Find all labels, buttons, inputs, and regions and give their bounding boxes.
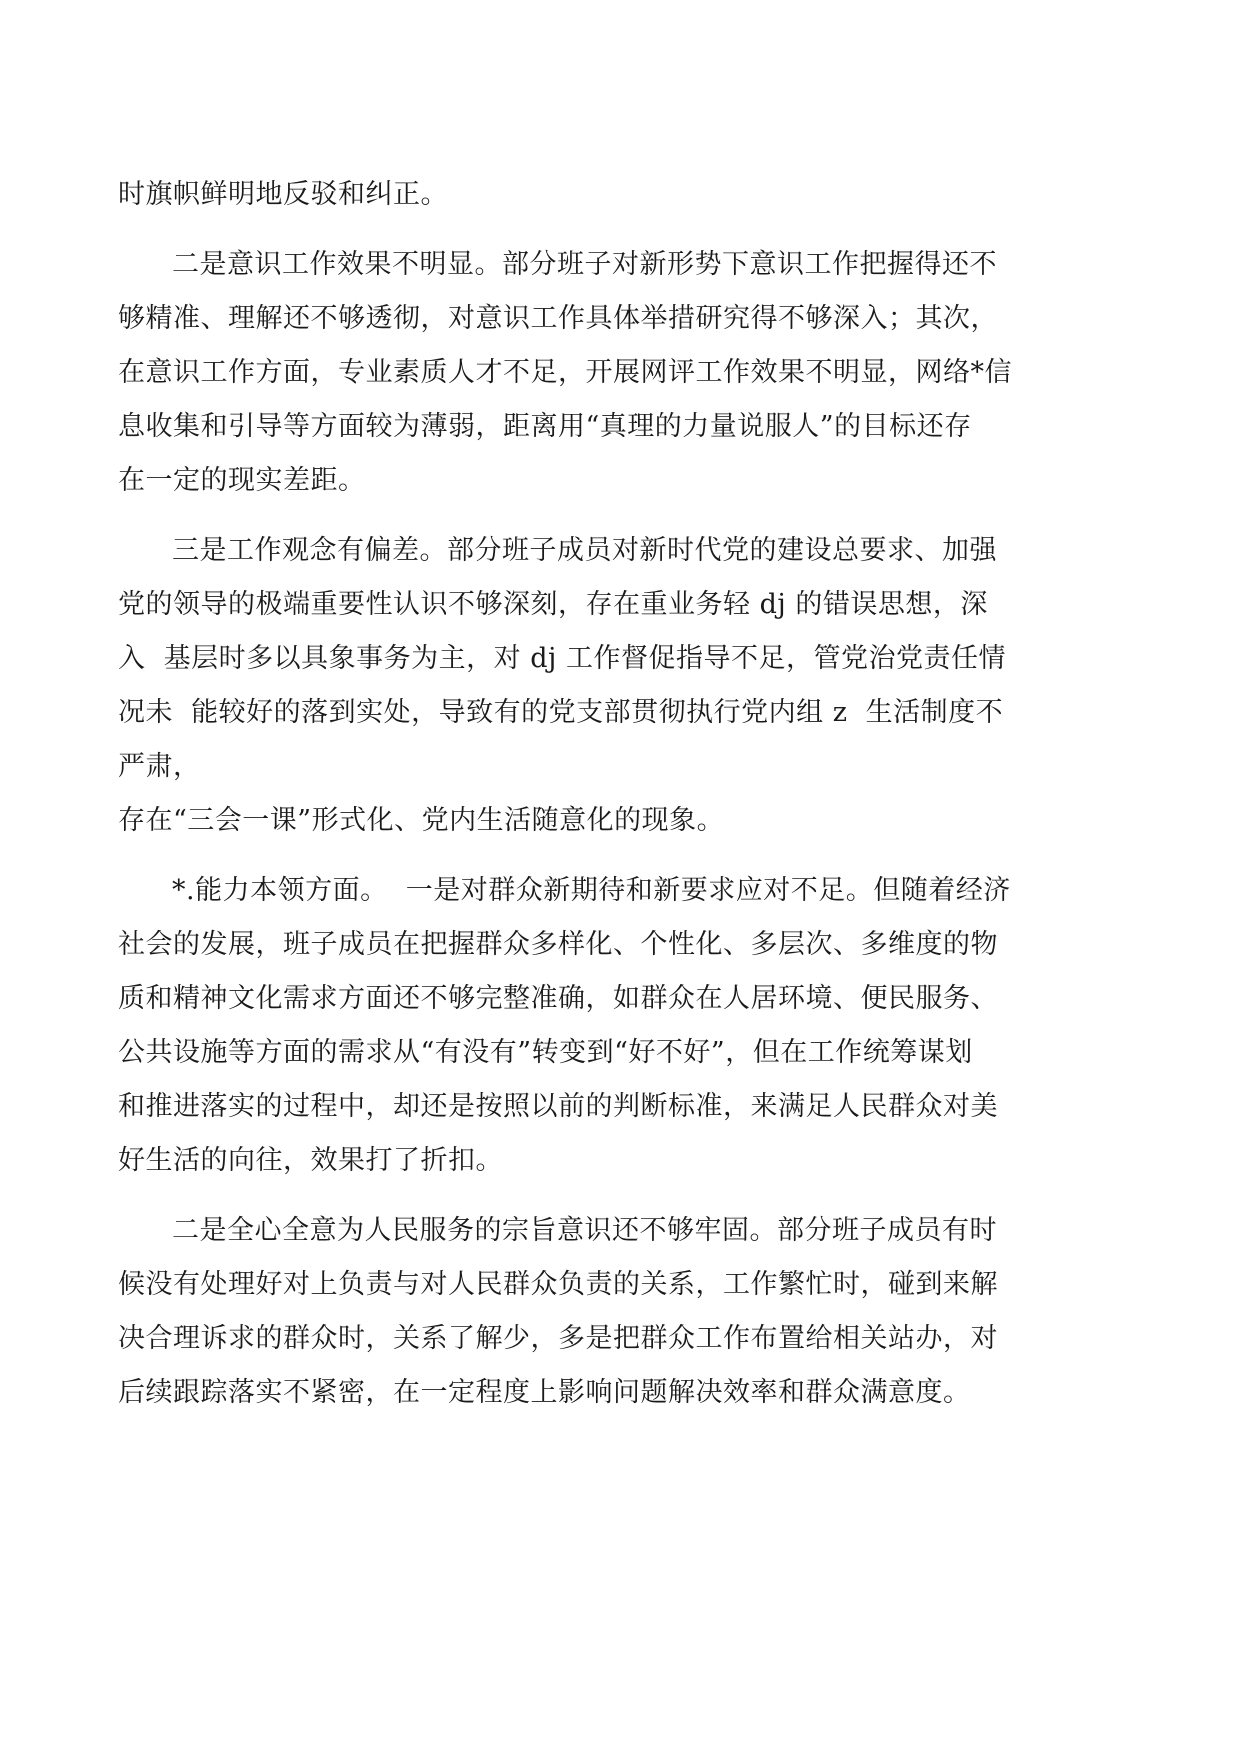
paragraph-4 <box>118 864 1122 1188</box>
text-line: 公共设施等方面的需求从“有没有”转变到“好不好”，但在工作统筹谋划 <box>118 1037 973 1068</box>
text-line: 二是全心全意为人民服务的宗旨意识还不够牢固。部分班子成员有时 <box>172 1215 997 1246</box>
paragraph-5 <box>118 1204 1122 1420</box>
paragraph-3 <box>118 524 1122 848</box>
text-line: 质和精神文化需求方面还不够完整准确，如群众在人居环境、便民服务、 <box>118 983 998 1014</box>
text-line: 在意识工作方面，专业素质人才不足，开展网评工作效果不明显，网络*信 <box>118 357 1012 388</box>
text-line: 严肃， <box>118 751 201 782</box>
text-line: 够精准、理解还不够透彻，对意识工作具体举措研究得不够深入；其次， <box>118 303 998 334</box>
text-line: 时旗帜鲜明地反驳和纠正。 <box>118 179 448 210</box>
document-body <box>118 168 1122 1420</box>
text-line: 候没有处理好对上负责与对人民群众负责的关系，工作繁忙时，碰到来解 <box>118 1269 998 1300</box>
text-line: 在一定的现实差距。 <box>118 465 366 496</box>
text-line: 况未 能较好的落到实处，导致有的党支部贯彻执行党内组 z 生活制度不 <box>118 697 1004 728</box>
text-line: 决合理诉求的群众时，关系了解少，多是把群众工作布置给相关站办，对 <box>118 1323 998 1354</box>
text-line: 社会的发展，班子成员在把握群众多样化、个性化、多层次、多维度的物 <box>118 929 998 960</box>
text-line: 存在“三会一课”形式化、党内生活随意化的现象。 <box>118 805 725 836</box>
paragraph-2 <box>118 238 1122 508</box>
text-line: *.能力本领方面。 一是对群众新期待和新要求应对不足。但随着经济 <box>172 875 1011 906</box>
paragraph-1 <box>118 168 1122 222</box>
text-line: 后续跟踪落实不紧密，在一定程度上影响问题解决效率和群众满意度。 <box>118 1377 971 1408</box>
text-line: 入 基层时多以具象事务为主，对 dj 工作督促指导不足，管党治党责任情 <box>118 643 1006 674</box>
text-line: 党的领导的极端重要性认识不够深刻，存在重业务轻 dj 的错误思想，深 <box>118 589 988 620</box>
text-line: 二是意识工作效果不明显。部分班子对新形势下意识工作把握得还不 <box>172 249 997 280</box>
text-line: 息收集和引导等方面较为薄弱，距离用“真理的力量说服人”的目标还存 <box>118 411 972 442</box>
text-line: 三是工作观念有偏差。部分班子成员对新时代党的建设总要求、加强 <box>172 535 997 566</box>
text-line: 和推进落实的过程中，却还是按照以前的判断标准，来满足人民群众对美 <box>118 1091 998 1122</box>
text-line: 好生活的向往，效果打了折扣。 <box>118 1145 503 1176</box>
